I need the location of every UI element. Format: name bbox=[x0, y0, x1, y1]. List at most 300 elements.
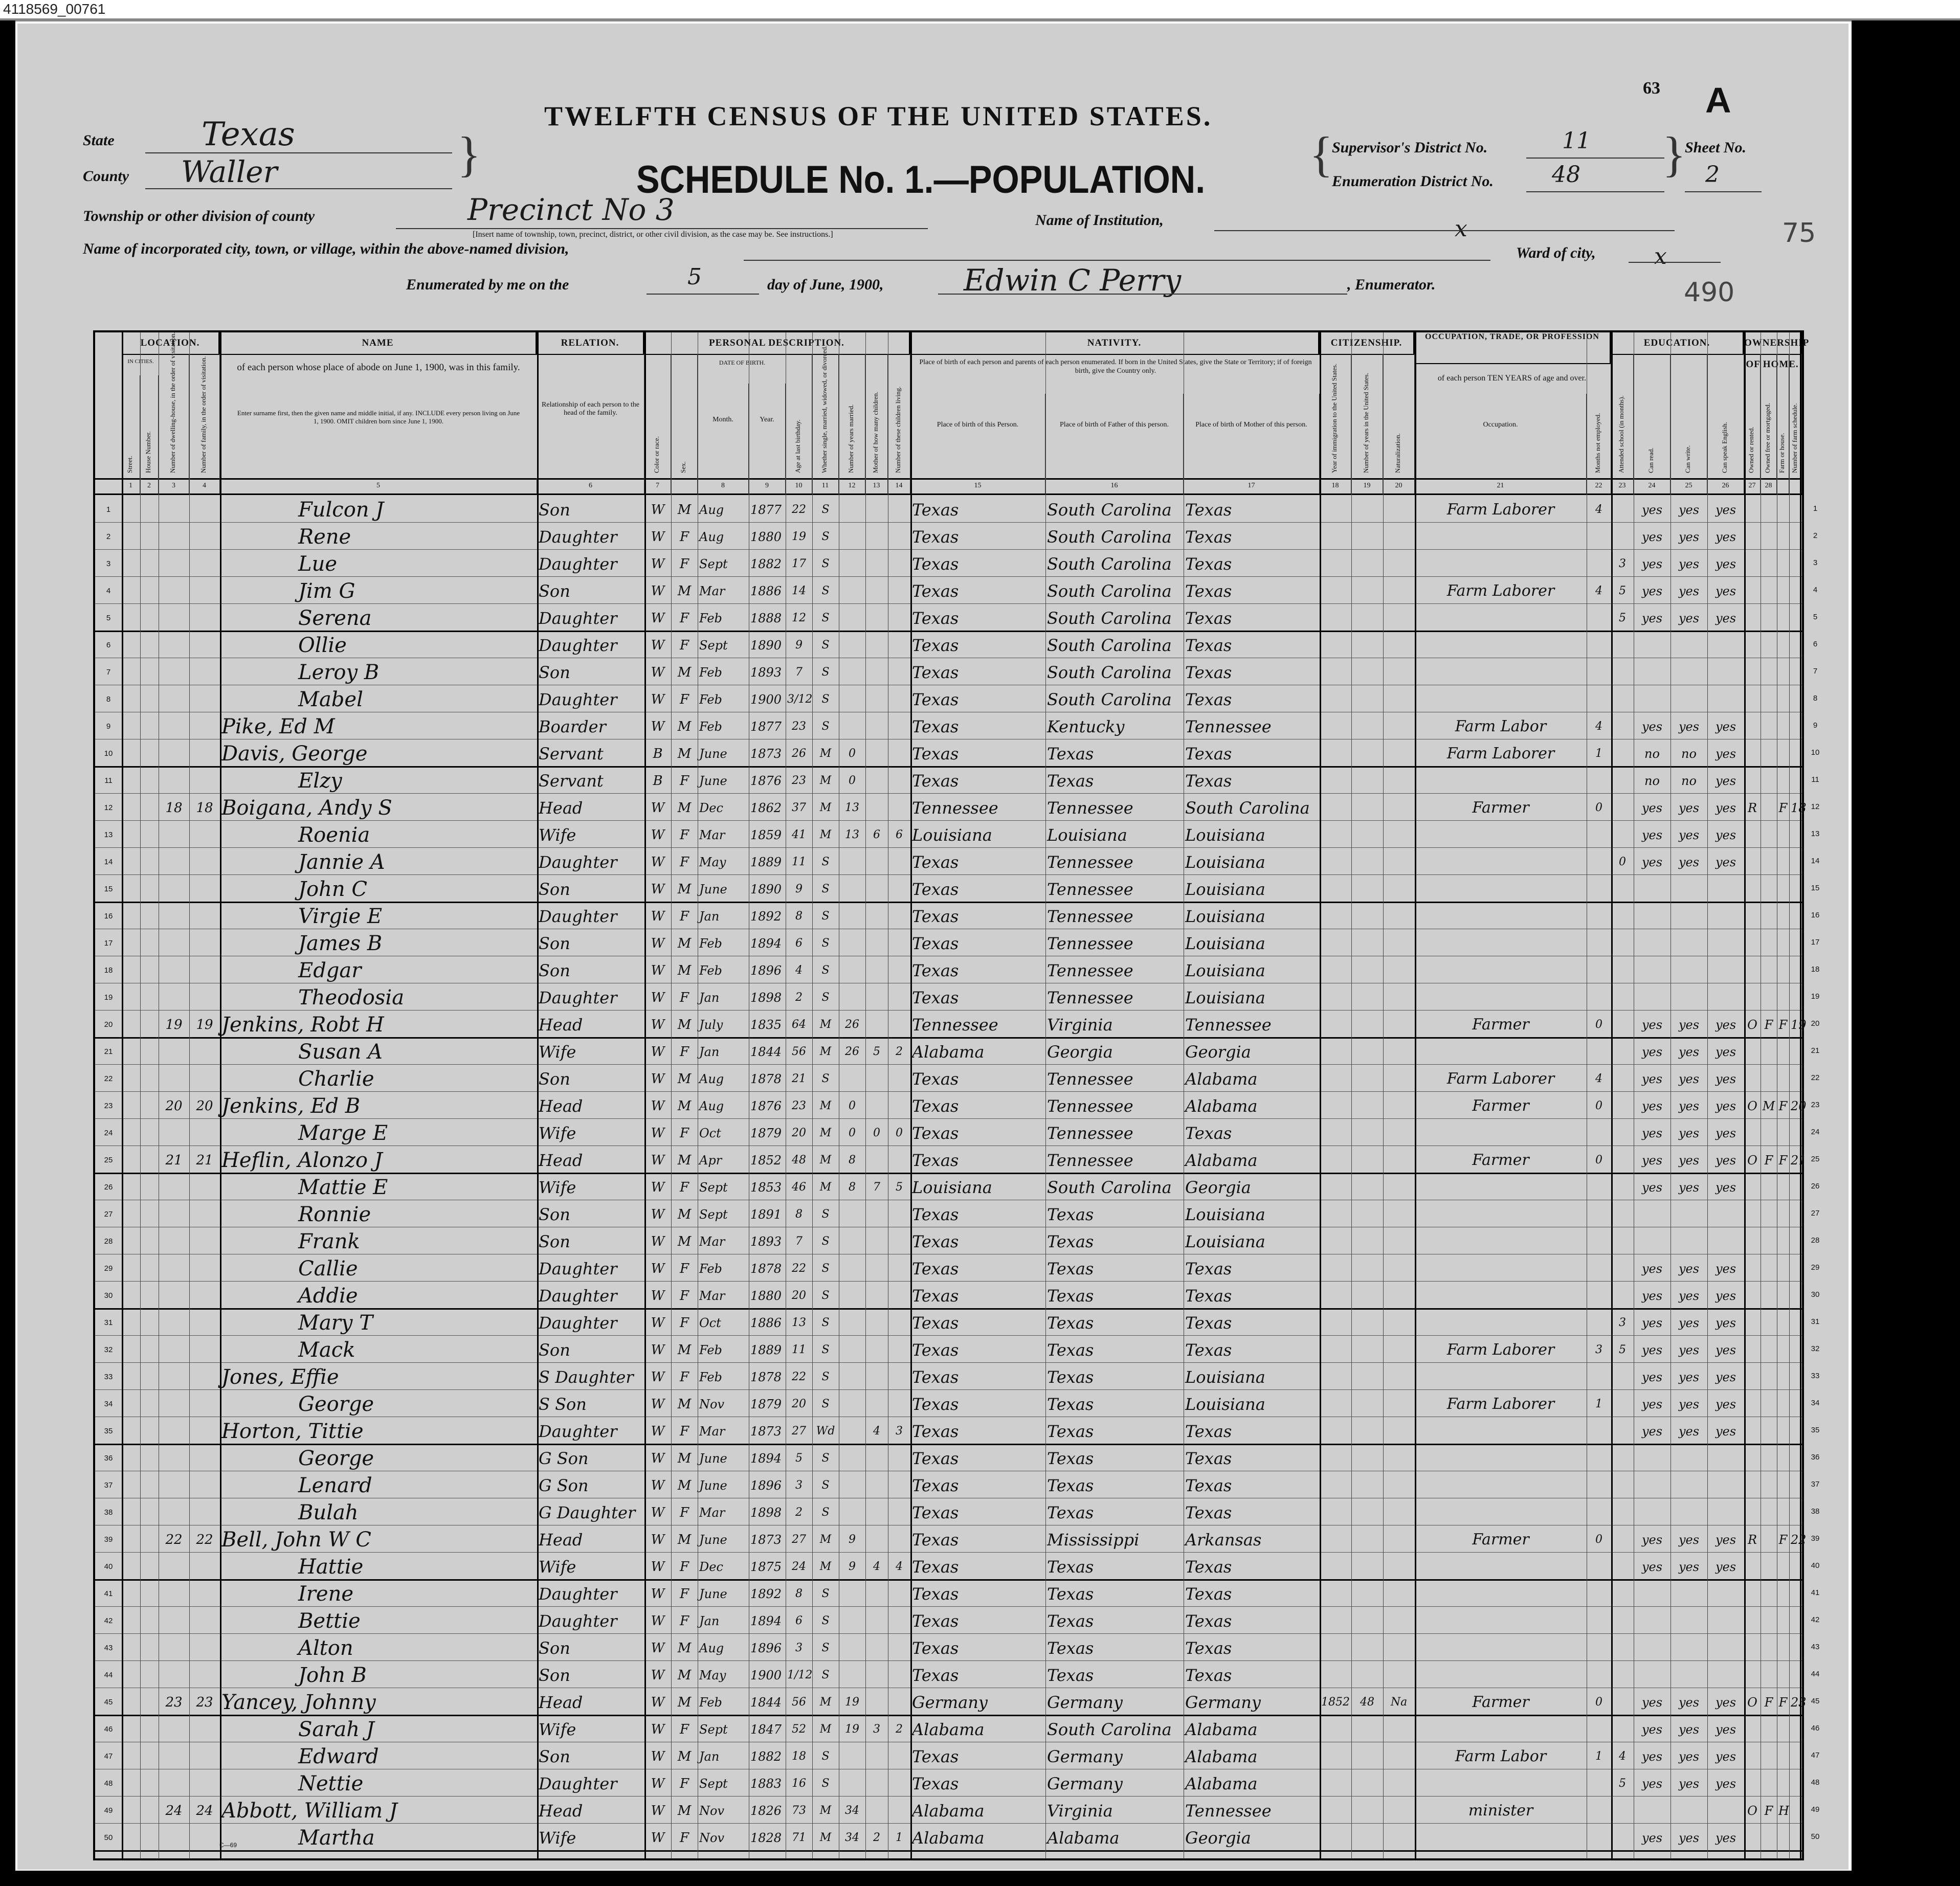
cell-nat bbox=[1385, 739, 1413, 766]
cell-bm: Alabama bbox=[1185, 1069, 1258, 1089]
cell-free bbox=[1762, 603, 1775, 631]
cell-yus bbox=[1353, 1335, 1382, 1362]
row-number-right: 15 bbox=[1811, 884, 1820, 892]
cell-sex: M bbox=[677, 719, 692, 734]
cell-age: 2 bbox=[795, 991, 803, 1004]
cell-own bbox=[1746, 603, 1759, 631]
cell-occ: Farmer bbox=[1472, 1097, 1529, 1115]
cell-own bbox=[1746, 1633, 1759, 1660]
cell-col: W bbox=[651, 638, 665, 653]
cell-sex: M bbox=[677, 1017, 692, 1032]
cell-ch-l bbox=[889, 1227, 909, 1254]
cell-name: Theodosia bbox=[298, 986, 405, 1009]
cell-fs bbox=[1791, 1444, 1800, 1471]
cell-mo: Apr bbox=[699, 1153, 722, 1167]
cell-im bbox=[1321, 1525, 1350, 1552]
cell-free bbox=[1762, 820, 1775, 847]
cell-age: 2 bbox=[795, 1506, 803, 1519]
row-number-right: 19 bbox=[1811, 992, 1820, 1001]
cell-wr: yes bbox=[1678, 1099, 1700, 1113]
cell-col: W bbox=[651, 990, 665, 1005]
cell-own bbox=[1746, 1335, 1759, 1362]
table-row bbox=[95, 1471, 1802, 1498]
cell-mo: Jan bbox=[699, 909, 720, 924]
cell-mo-ch bbox=[867, 1606, 886, 1633]
cell-wr: yes bbox=[1678, 1072, 1700, 1086]
row-number-right: 16 bbox=[1811, 911, 1820, 919]
cell-sex: M bbox=[677, 1207, 692, 1222]
cell-col: W bbox=[651, 502, 665, 518]
cell-im bbox=[1321, 712, 1350, 739]
cell-sex: M bbox=[677, 1749, 692, 1764]
cell-mo-ch bbox=[867, 1254, 886, 1281]
cell-yus bbox=[1353, 1173, 1382, 1200]
cell-unemp: 0 bbox=[1595, 1696, 1602, 1709]
column-number: 10 bbox=[786, 478, 812, 493]
cell-mo: Jan bbox=[699, 1614, 720, 1628]
cell-mo: Feb bbox=[699, 1343, 722, 1357]
cell-yus bbox=[1353, 820, 1382, 847]
column-header-im bbox=[1320, 354, 1351, 478]
cell-yr: 1876 bbox=[750, 1099, 782, 1113]
cell-free bbox=[1762, 1037, 1775, 1064]
cell-bf: Texas bbox=[1047, 1638, 1094, 1658]
county-rule bbox=[145, 188, 452, 189]
table-row bbox=[95, 712, 1802, 739]
cell-name: Bulah bbox=[298, 1501, 359, 1524]
cell-ch-l bbox=[889, 495, 909, 522]
row-number-right: 14 bbox=[1811, 857, 1820, 865]
column-header-ch-l bbox=[888, 354, 910, 478]
cell-mo: Jan bbox=[699, 991, 720, 1005]
cell-en bbox=[1709, 1796, 1743, 1823]
cell-farm: F bbox=[1778, 1695, 1788, 1710]
cell-sch bbox=[1613, 1389, 1632, 1417]
cell-fam bbox=[191, 1579, 218, 1606]
cell-col: W bbox=[651, 1668, 665, 1683]
header-group-relation: RELATION. bbox=[537, 332, 644, 355]
cell-ym bbox=[840, 1742, 864, 1769]
cell-bf: Germany bbox=[1047, 1774, 1123, 1793]
nativity-description: Place of birth of each person and parents of each person enumerated. If born in the United States, give the State or Territory; if of foreign birth, give the Country only. bbox=[919, 358, 1312, 375]
cell-rel: Son bbox=[539, 663, 570, 682]
cell-name: John B bbox=[298, 1664, 367, 1687]
cell-house bbox=[142, 1227, 157, 1254]
cell-rd: yes bbox=[1641, 1777, 1663, 1791]
cell-fs bbox=[1791, 1552, 1800, 1579]
cell-rel: Daughter bbox=[539, 554, 617, 574]
cell-sch bbox=[1613, 1118, 1632, 1146]
cell-dw bbox=[160, 956, 188, 983]
column-header-text: Number of family, in the order of visitation. bbox=[199, 356, 207, 473]
cell-nat bbox=[1385, 902, 1413, 929]
cell-rel: Head bbox=[539, 1096, 583, 1116]
cell-sex: F bbox=[679, 1126, 689, 1141]
cell-im bbox=[1321, 1200, 1350, 1227]
cell-ym bbox=[840, 1498, 864, 1525]
cell-mo-ch bbox=[867, 1362, 886, 1389]
cell-ms: S bbox=[821, 1208, 830, 1221]
row-number-right: 10 bbox=[1811, 748, 1820, 757]
cell-rel: Wife bbox=[539, 1828, 576, 1848]
cell-mo: Aug bbox=[699, 1099, 724, 1113]
cell-name: Heflin, Alonzo J bbox=[221, 1149, 383, 1172]
cell-ym bbox=[840, 712, 864, 739]
cell-mo-ch bbox=[867, 1010, 886, 1037]
cell-house bbox=[142, 1633, 157, 1660]
cell-mo: Sept bbox=[699, 1777, 728, 1791]
column-number: 3 bbox=[159, 478, 189, 493]
cell-house bbox=[142, 522, 157, 549]
cell-yus bbox=[1353, 1254, 1382, 1281]
cell-name: James B bbox=[298, 932, 383, 955]
column-divider bbox=[1789, 332, 1790, 1858]
cell-rd bbox=[1635, 1471, 1669, 1498]
cell-nat bbox=[1385, 983, 1413, 1010]
cell-fs bbox=[1791, 522, 1800, 549]
cell-bf: Virginia bbox=[1047, 1801, 1113, 1821]
cell-yr: 1828 bbox=[750, 1831, 782, 1845]
cell-free bbox=[1762, 1552, 1775, 1579]
cell-col: W bbox=[651, 827, 665, 843]
cell-ch-l: 1 bbox=[896, 1831, 903, 1844]
cell-own bbox=[1746, 685, 1759, 712]
cell-wr: yes bbox=[1678, 503, 1700, 517]
cell-ym: 0 bbox=[849, 1127, 856, 1139]
cell-rel: Daughter bbox=[539, 1313, 617, 1333]
cell-yr: 1894 bbox=[750, 1451, 782, 1466]
cell-ch-l bbox=[889, 1498, 909, 1525]
cell-bf: Texas bbox=[1047, 1259, 1094, 1278]
cell-rel: Son bbox=[539, 880, 570, 899]
cell-rd bbox=[1635, 983, 1669, 1010]
enumerated-date-text: day of June, 1900, bbox=[767, 276, 884, 293]
cell-rn: 28 bbox=[104, 1237, 113, 1246]
cell-rn: 18 bbox=[104, 966, 113, 975]
row-number-right: 43 bbox=[1811, 1643, 1820, 1651]
cell-ms: M bbox=[819, 1804, 832, 1817]
cell-street bbox=[123, 956, 139, 983]
cell-bm: Alabama bbox=[1185, 1774, 1258, 1793]
cell-rn: 8 bbox=[106, 695, 111, 704]
cell-col: W bbox=[651, 1803, 665, 1818]
cell-dw bbox=[160, 685, 188, 712]
cell-unemp bbox=[1588, 1823, 1610, 1850]
cell-ms: M bbox=[819, 1723, 832, 1736]
cell-own bbox=[1746, 1498, 1759, 1525]
cell-yr: 1896 bbox=[750, 1641, 782, 1655]
column-number: 11 bbox=[812, 478, 839, 493]
cell-farm bbox=[1778, 1579, 1788, 1606]
cell-age: 73 bbox=[792, 1804, 806, 1817]
cell-sch bbox=[1613, 983, 1632, 1010]
row-number-right: 31 bbox=[1811, 1317, 1820, 1326]
row-number-right: 20 bbox=[1811, 1019, 1820, 1028]
cell-bm: Louisiana bbox=[1185, 1367, 1265, 1387]
cell-ms: S bbox=[821, 1398, 830, 1410]
cell-age: 16 bbox=[792, 1777, 806, 1790]
cell-house bbox=[142, 1579, 157, 1606]
cell-wr bbox=[1672, 983, 1706, 1010]
cell-farm bbox=[1778, 685, 1788, 712]
cell-fam bbox=[191, 1308, 218, 1335]
cell-name: Bell, John W C bbox=[221, 1528, 371, 1552]
cell-ms: S bbox=[821, 639, 830, 652]
cell-rd: no bbox=[1644, 774, 1660, 788]
cell-bp: Texas bbox=[912, 1422, 959, 1441]
cell-en: yes bbox=[1715, 1262, 1736, 1276]
cell-bf: South Carolina bbox=[1047, 663, 1172, 682]
cell-name: Mattie E bbox=[298, 1176, 388, 1199]
cell-bm: Texas bbox=[1185, 636, 1232, 655]
cell-name: Susan A bbox=[298, 1040, 383, 1064]
cell-rel: Son bbox=[539, 1747, 570, 1766]
cell-dw bbox=[160, 1362, 188, 1389]
cell-street bbox=[123, 1254, 139, 1281]
cell-mo-ch bbox=[867, 631, 886, 658]
cell-col: B bbox=[653, 746, 663, 761]
cell-free bbox=[1762, 1444, 1775, 1471]
cell-rd: yes bbox=[1641, 611, 1663, 625]
cell-name: Marge E bbox=[298, 1121, 388, 1145]
cell-en: yes bbox=[1715, 1424, 1736, 1439]
cell-age: 20 bbox=[792, 1398, 806, 1410]
cell-house bbox=[142, 495, 157, 522]
cell-yr: 1890 bbox=[750, 882, 782, 896]
cell-occ bbox=[1416, 1037, 1585, 1064]
cell-rn: 35 bbox=[104, 1427, 113, 1435]
cell-sex: M bbox=[677, 1153, 692, 1168]
cell-ch-l bbox=[889, 1742, 909, 1769]
cell-wr: yes bbox=[1678, 1180, 1700, 1195]
cell-own bbox=[1746, 658, 1759, 685]
cell-age: 19 bbox=[792, 530, 806, 543]
cell-im bbox=[1321, 1498, 1350, 1525]
cell-name: Ronnie bbox=[298, 1203, 371, 1226]
cell-occ: Farmer bbox=[1472, 1531, 1529, 1548]
cell-yr: 1894 bbox=[750, 1614, 782, 1628]
cell-street bbox=[123, 1200, 139, 1227]
table-row bbox=[95, 983, 1802, 1011]
column-header-text: Attended school (in months). bbox=[1617, 395, 1625, 473]
cell-en: yes bbox=[1715, 1397, 1736, 1411]
cell-yus bbox=[1353, 1471, 1382, 1498]
cell-street bbox=[123, 495, 139, 522]
cell-rd: yes bbox=[1641, 1099, 1663, 1113]
cell-own bbox=[1746, 929, 1759, 956]
cell-name: Martha bbox=[298, 1826, 375, 1850]
page-number: 63 bbox=[1643, 79, 1660, 98]
column-header-free bbox=[1761, 354, 1777, 478]
cell-fs bbox=[1791, 1633, 1800, 1660]
cell-ch-l bbox=[889, 874, 909, 902]
cell-fs: 22 bbox=[1791, 1533, 1807, 1547]
cell-ch-l bbox=[889, 1660, 909, 1688]
cell-name: Frank bbox=[298, 1230, 360, 1253]
cell-ym bbox=[840, 1579, 864, 1606]
ward-label: Ward of city, bbox=[1516, 244, 1596, 261]
sheet-label: Sheet No. bbox=[1685, 139, 1746, 156]
cell-own bbox=[1746, 1742, 1759, 1769]
column-header-text: Place of birth of Father of this person. bbox=[1059, 420, 1169, 429]
cell-own bbox=[1746, 1064, 1759, 1091]
cell-wr: yes bbox=[1678, 1045, 1700, 1059]
cell-name: Mary T bbox=[298, 1311, 373, 1335]
cell-ms: M bbox=[819, 1181, 832, 1194]
top-scan-bar bbox=[0, 18, 1960, 21]
cell-free bbox=[1762, 1281, 1775, 1308]
cell-sex: M bbox=[677, 1668, 692, 1683]
cell-farm bbox=[1778, 549, 1788, 576]
cell-mo: Feb bbox=[699, 936, 722, 951]
cell-bp: Alabama bbox=[912, 1720, 985, 1739]
cell-yr: 1826 bbox=[750, 1804, 782, 1818]
cell-rn: 19 bbox=[104, 993, 113, 1002]
column-header-bp bbox=[910, 394, 1045, 478]
cell-house bbox=[142, 793, 157, 820]
cell-rn: 22 bbox=[104, 1074, 113, 1083]
cell-own bbox=[1746, 847, 1759, 874]
cell-bm: Alabama bbox=[1185, 1720, 1258, 1739]
cell-mo: Mar bbox=[699, 1424, 725, 1439]
cell-unemp bbox=[1588, 1227, 1610, 1254]
cell-fam bbox=[191, 1254, 218, 1281]
cell-own bbox=[1746, 1769, 1759, 1796]
cell-age: 3 bbox=[795, 1479, 803, 1492]
cell-fs bbox=[1791, 902, 1800, 929]
cell-bf: Texas bbox=[1047, 1449, 1094, 1468]
cell-yr: 1894 bbox=[750, 936, 782, 951]
cell-nat bbox=[1385, 1769, 1413, 1796]
cell-col: W bbox=[651, 1586, 665, 1602]
cell-house bbox=[142, 1037, 157, 1064]
cell-street bbox=[123, 1552, 139, 1579]
cell-en bbox=[1709, 956, 1743, 983]
cell-ym: 19 bbox=[845, 1723, 859, 1736]
cell-bf: Texas bbox=[1047, 1340, 1094, 1360]
cell-house bbox=[142, 1525, 157, 1552]
cell-name: Rene bbox=[298, 525, 351, 549]
cell-yr: 1889 bbox=[750, 1343, 782, 1357]
cell-unemp: 0 bbox=[1595, 1099, 1602, 1112]
cell-im bbox=[1321, 929, 1350, 956]
cell-dw bbox=[160, 1769, 188, 1796]
cell-own bbox=[1746, 1715, 1759, 1742]
column-header-text: Place of birth of Mother of this person. bbox=[1195, 420, 1307, 429]
cell-bf: Tennessee bbox=[1047, 934, 1133, 953]
cell-free bbox=[1762, 1118, 1775, 1146]
table-row bbox=[95, 1254, 1802, 1282]
cell-wr bbox=[1672, 685, 1706, 712]
cell-fs bbox=[1791, 820, 1800, 847]
cell-yr: 1898 bbox=[750, 991, 782, 1005]
cell-free bbox=[1762, 1498, 1775, 1525]
cell-mo: Feb bbox=[699, 1695, 722, 1710]
cell-mo-ch bbox=[867, 874, 886, 902]
table-row bbox=[95, 902, 1802, 929]
cell-wr: yes bbox=[1678, 828, 1700, 842]
county-value: Waller bbox=[181, 154, 278, 189]
row-number-right: 48 bbox=[1811, 1778, 1820, 1787]
cell-col: W bbox=[651, 1451, 665, 1466]
cell-occ bbox=[1416, 1606, 1585, 1633]
cell-yus bbox=[1353, 793, 1382, 820]
cell-rd bbox=[1635, 1796, 1669, 1823]
cell-fs bbox=[1791, 1579, 1800, 1606]
table-row bbox=[95, 685, 1802, 712]
cell-sch bbox=[1613, 1796, 1632, 1823]
cell-fs: 19 bbox=[1791, 1018, 1807, 1032]
cell-fs bbox=[1791, 874, 1800, 902]
cell-im bbox=[1321, 1091, 1350, 1118]
column-number: 18 bbox=[1320, 478, 1351, 493]
cell-bf: Alabama bbox=[1047, 1828, 1120, 1848]
cell-age: 17 bbox=[792, 557, 806, 570]
cell-im bbox=[1321, 1227, 1350, 1254]
table-row bbox=[95, 1579, 1802, 1607]
cell-rd bbox=[1635, 658, 1669, 685]
cell-ch-l bbox=[889, 712, 909, 739]
cell-own bbox=[1746, 1444, 1759, 1471]
cell-bm: Texas bbox=[1185, 1449, 1232, 1468]
cell-en: yes bbox=[1715, 557, 1736, 571]
cell-nat bbox=[1385, 1552, 1413, 1579]
cell-en: yes bbox=[1715, 720, 1736, 734]
cell-mo: May bbox=[699, 1668, 726, 1682]
cell-im bbox=[1321, 739, 1350, 766]
column-divider bbox=[140, 332, 141, 1858]
cell-mo-ch bbox=[867, 793, 886, 820]
cell-street bbox=[123, 1417, 139, 1444]
cell-en: yes bbox=[1715, 1560, 1736, 1574]
cell-name: Pike, Ed M bbox=[221, 715, 335, 738]
cell-rel: Son bbox=[539, 1666, 570, 1685]
table-row bbox=[95, 766, 1802, 794]
column-number: 6 bbox=[537, 478, 644, 493]
cell-bf: South Carolina bbox=[1047, 581, 1172, 601]
column-header-text: Age at last birthday. bbox=[794, 419, 801, 473]
cell-farm bbox=[1778, 1552, 1788, 1579]
cell-farm bbox=[1778, 603, 1788, 631]
cell-unemp bbox=[1588, 1552, 1610, 1579]
cell-age: 27 bbox=[792, 1425, 806, 1438]
cell-yus bbox=[1353, 603, 1382, 631]
cell-fs: 18 bbox=[1791, 801, 1807, 815]
cell-rd: yes bbox=[1641, 1153, 1663, 1167]
cell-street bbox=[123, 1606, 139, 1633]
cell-rel: Son bbox=[539, 1069, 570, 1089]
cell-age: 22 bbox=[792, 1262, 806, 1275]
cell-dw bbox=[160, 874, 188, 902]
cell-rd bbox=[1635, 929, 1669, 956]
cell-name: Davis, George bbox=[221, 742, 368, 766]
cell-yus bbox=[1353, 1742, 1382, 1769]
cell-ym: 26 bbox=[845, 1018, 859, 1031]
cell-yr: 1876 bbox=[750, 774, 782, 788]
cell-yus bbox=[1353, 1091, 1382, 1118]
cell-im bbox=[1321, 1118, 1350, 1146]
cell-nat bbox=[1385, 549, 1413, 576]
cell-wr bbox=[1672, 1606, 1706, 1633]
cell-rel: Head bbox=[539, 1801, 583, 1821]
cell-col: W bbox=[651, 1424, 665, 1439]
cell-rd: yes bbox=[1641, 1831, 1663, 1845]
cell-ym bbox=[840, 1444, 864, 1471]
cell-unemp: 1 bbox=[1595, 1750, 1602, 1763]
cell-sex: F bbox=[679, 1261, 689, 1276]
cell-rn: 25 bbox=[104, 1156, 113, 1164]
cell-im bbox=[1321, 1064, 1350, 1091]
